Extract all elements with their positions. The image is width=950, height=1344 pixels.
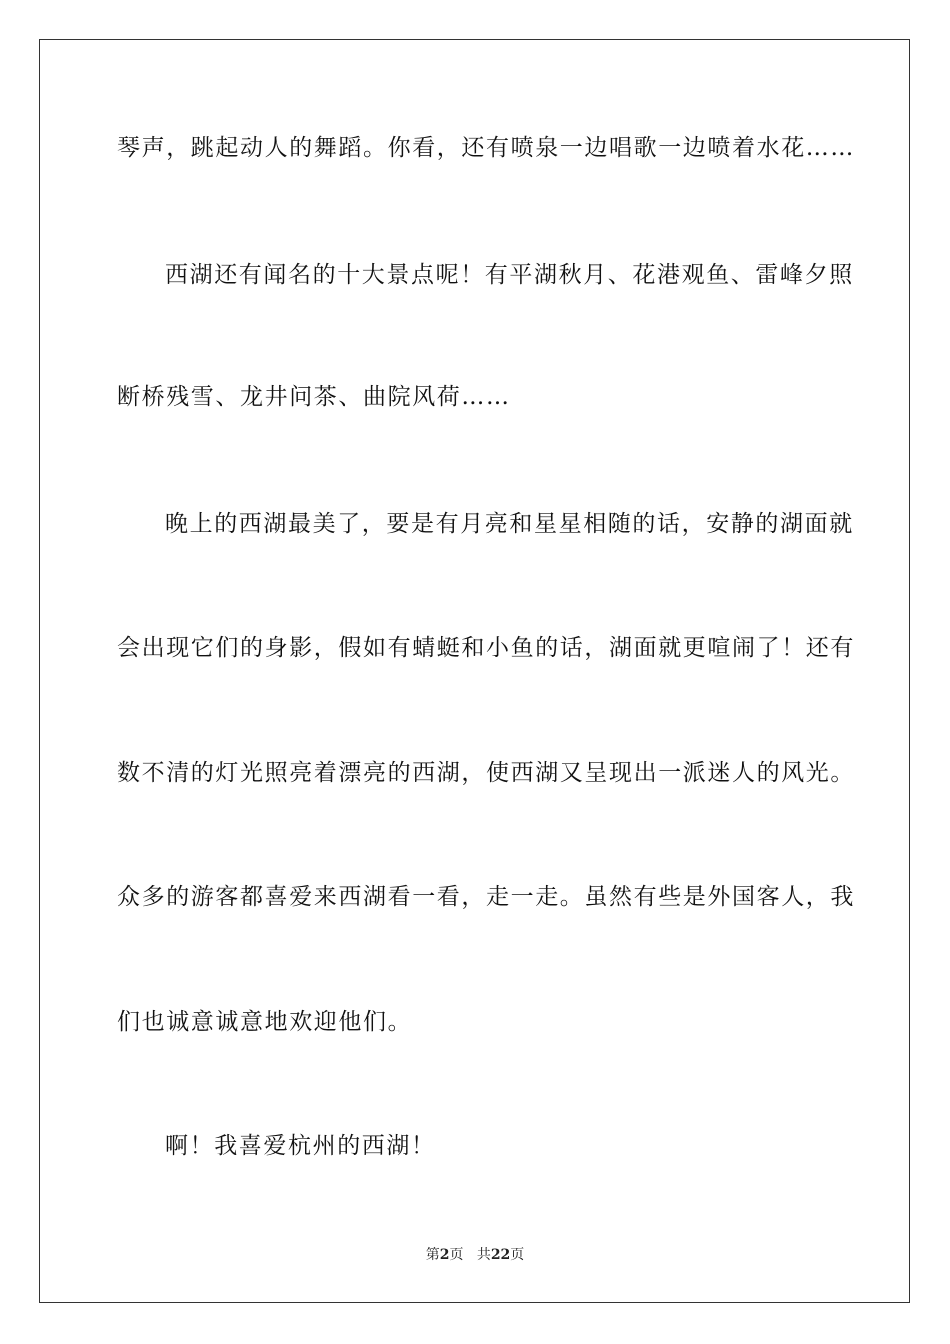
page-footer: [0, 1246, 950, 1264]
total-suffix: 页: [510, 1247, 525, 1263]
total-pages: 22: [490, 1247, 511, 1263]
total-prefix: 共: [476, 1247, 491, 1263]
text-line-8: 们也诚意诚意地欢迎他们。: [117, 1009, 413, 1035]
page-suffix: 页: [449, 1247, 464, 1263]
text-line-2: 西湖还有闻名的十大景点呢！有平湖秋月、花港观鱼、雷峰夕照: [165, 262, 854, 288]
text-line-1: 琴声，跳起动人的舞蹈。你看，还有喷泉一边唱歌一边喷着水花……: [117, 135, 855, 161]
text-line-3: 断桥残雪、龙井问茶、曲院风荷……: [117, 384, 511, 410]
text-line-4: 晚上的西湖最美了，要是有月亮和星星相随的话，安静的湖面就: [165, 511, 854, 537]
text-line-5: 会出现它们的身影，假如有蜻蜓和小鱼的话，湖面就更喧闹了！还有: [117, 635, 855, 661]
page-number: 2: [439, 1247, 450, 1263]
page-border: [39, 39, 910, 1303]
text-line-7: 众多的游客都喜爱来西湖看一看，走一走。虽然有些是外国客人，我: [117, 884, 855, 910]
page-prefix: 第: [425, 1247, 440, 1263]
text-line-6: 数不清的灯光照亮着漂亮的西湖，使西湖又呈现出一派迷人的风光。: [117, 760, 855, 786]
text-line-9: 啊！我喜爱杭州的西湖！: [165, 1133, 436, 1159]
